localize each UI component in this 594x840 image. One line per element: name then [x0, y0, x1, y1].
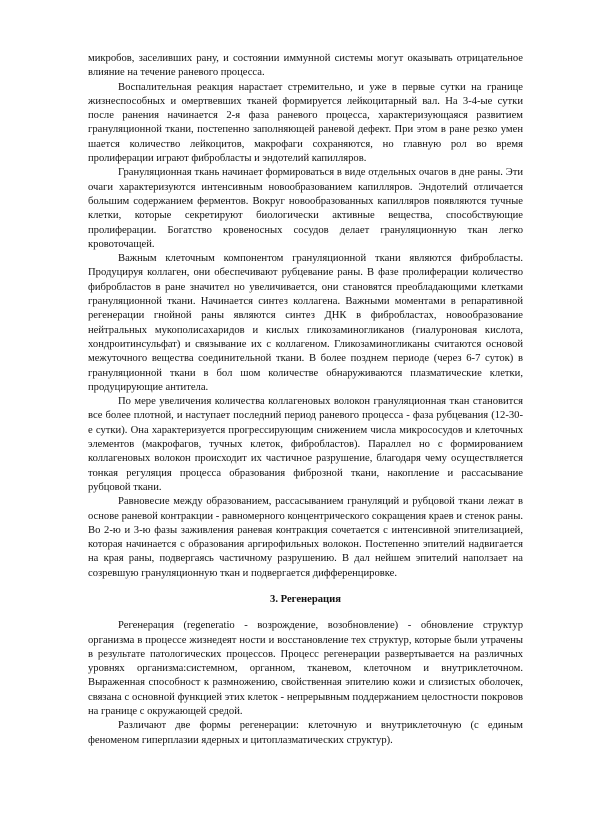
paragraph-granulation: Грануляционная ткань начинает формироваться в виде отдельных очагов в дне раны. Эти очаги характеризуются интенсивным новообразованием капилляров. Эндотелий отличается большим содержанием ферментов. Вокруг новообразованных капилляров появляются тучные клетки, которые секретируют биологически активные вещества, способствующие пролиферации. Богатство кровеносных сосудов делает грануляционную ткан легко кровоточащей.: [88, 167, 523, 250]
paragraph-regeneration-definition: Регенерация (regeneratio - возрождение, возобновление) - обновление структур организма в процессе жизнедеят ности и восстановление тех структур, которые были утрачены в результате патологических процессов. Процесс регенерации развертывается на различных уровнях организма:системном, органном, тканевом, клеточном и внутриклеточном. Выраженная способност к размножению, свойственная эпителию кожи и слизистых оболочек, связана с основной функцией этих клеток - непрерывным поддержанием целостности покровов на границе с окружающей средой.: [88, 620, 523, 718]
paragraph-inflammation: Воспалительная реакция нарастает стремительно, и уже в первые сутки на границе жизнеспособных и омертвевших тканей формируется лейкоцитарный вал. На 3-4-ые сутки после ранения начинается 2-я фаза раневого процесса, характеризующаяся развитием грануляционной ткани, постепенно заполняющей раневой дефект. При этом в ране резко умен шается количество лейкоцитов, макрофаги сохраняются, но главную рол во время пролиферации играют фибробласты и эндотелий капилляров.: [88, 81, 523, 165]
paragraph-contraction: Равновесие между образованием, рассасыванием грануляций и рубцовой ткани лежат в основе раневой контракции - равномерного концентрического сокращения краев и стенок раны. Во 2-ю и 3-ю фазы заживления раневая контракция сочетается с интенсивной эпителизацией, которая начинается с образования аргирофильных волокон. Постепенно эпителий надвигается на края раны, подвергаясь частичному разрушению. В дал нейшем эпителий наползает на созревшую грануляционную ткан и подвергается дифференцировке.: [88, 496, 523, 579]
paragraph-regeneration-forms: Различают две формы регенерации: клеточную и внутриклеточную (с единым феноменом гиперплазии ядерных и цитоплазматических структур).: [88, 720, 523, 746]
paragraph-scarring: По мере увеличения количества коллагеновых волокон грануляционная ткан становится все более плотной, и наступает последний период раневого процесса - фаза рубцевания (12-30-е сутки). Она характеризуется прогрессирующим снижением числа микрососудов и клеточных элементов (макрофагов, тучных клеток, фибробластов). Параллел но с формированием коллагеновых волокон происходит их частичное разрушение, благодаря чему осуществляется тонкая регуляция процесса образования фиброзной ткани, накопление и рассасывание рубцовой ткани.: [88, 396, 523, 493]
paragraph-fibroblasts: Важным клеточным компонентом грануляционной ткани являются фибробласты. Продуцируя коллаген, они обеспечивают рубцевание раны. В фазе пролиферации количество фибробластов в ране значител но увеличивается, они становятся преобладающими клетками грануляционной ткани. Начинается синтез коллагена. Важными моментами в репаративной регенерации гнойной раны являются синтез ДНК в фибробластах, новообразование нейтральных мукополисахаридов и кислых гликозаминогликанов (гиалуроновая кислота, хондроитинсульфат) и связывание их с коллагеном. Гликозаминогликаны считаются основой межуточного вещества соединительной ткани. В более позднем периоде (через 6-7 суток) в грануляционной ткани в бол шом количестве обнаруживаются плазматические клетки, продуцирующие антитела.: [88, 253, 523, 393]
document-page: [88, 52, 523, 748]
section-heading: 3. Регенерация: [270, 593, 341, 605]
paragraph-continuation: микробов, заселивших рану, и состоянии иммунной системы могут оказывать отрицательное влияние на течение раневого процесса.: [88, 53, 523, 79]
